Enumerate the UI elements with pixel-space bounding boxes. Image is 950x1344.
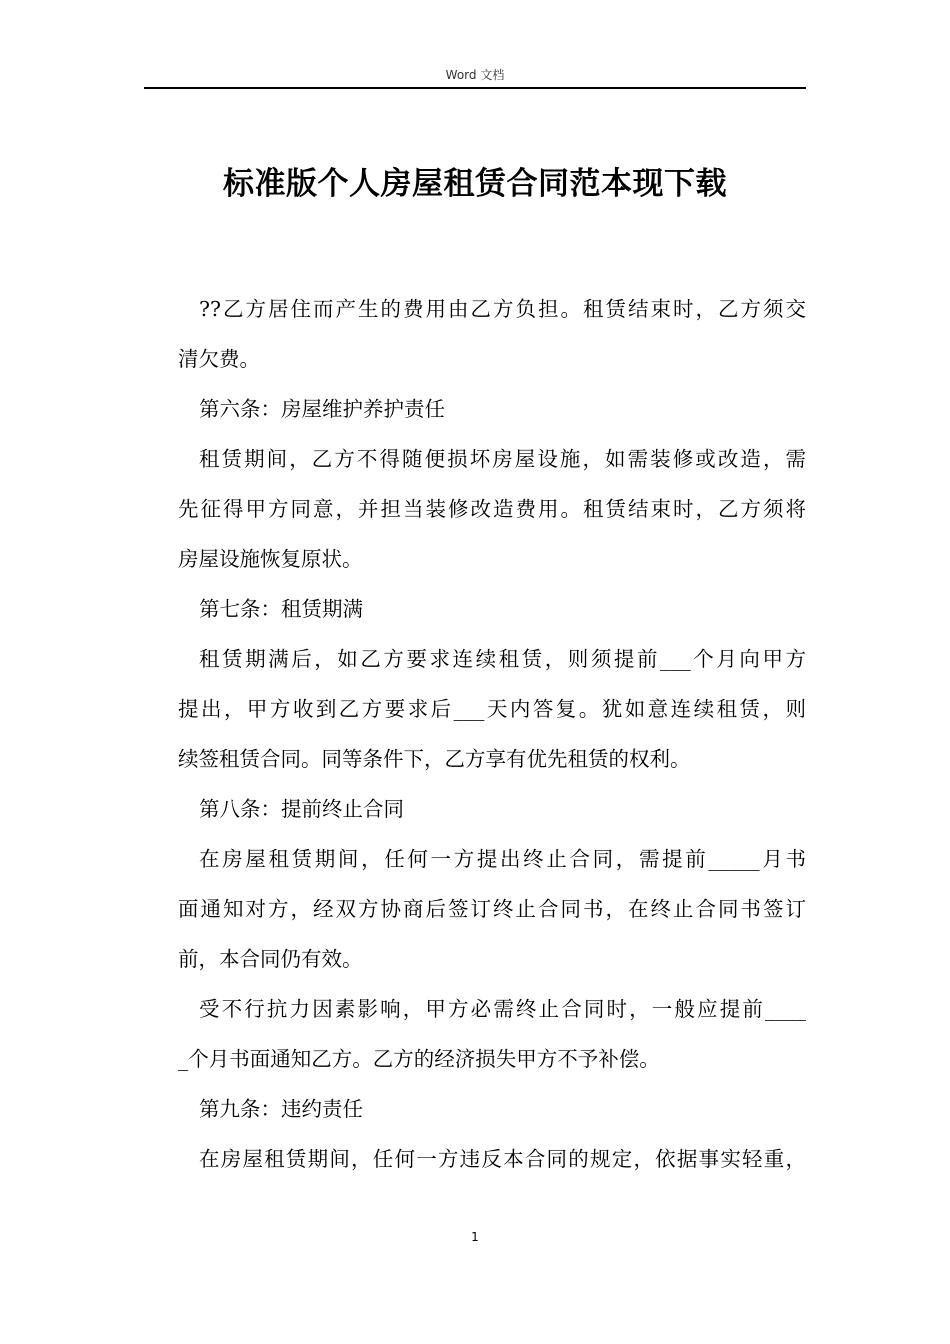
body-line: _个月书面通知乙方。乙方的经济损失甲方不予补偿。: [178, 1047, 660, 1071]
body-line: 租赁期间，乙方不得随便损坏房屋设施，如需装修或改造，需: [199, 447, 806, 471]
body-line: 续签租赁合同。同等条件下，乙方享有优先租赁的权利。: [178, 747, 691, 771]
body-line: 在房屋租赁期间，任何一方提出终止合同，需提前_____月书: [199, 847, 806, 871]
document-body: [178, 284, 806, 1184]
body-line: 房屋设施恢复原状。: [178, 547, 363, 571]
body-line: 面通知对方，经双方协商后签订终止合同书，在终止合同书签订: [178, 897, 806, 921]
body-line: 第八条：提前终止合同: [199, 797, 404, 821]
page-header: Word 文档: [445, 68, 505, 82]
body-line: 第七条：租赁期满: [199, 597, 363, 621]
header-rule: [144, 87, 806, 89]
body-line: 第九条：违约责任: [199, 1097, 363, 1121]
body-line: 先征得甲方同意，并担当装修改造费用。租赁结束时，乙方须将: [178, 497, 806, 521]
body-line: 租赁期满后，如乙方要求连续租赁，则须提前___个月向甲方: [199, 647, 806, 671]
body-line: 第六条：房屋维护养护责任: [199, 397, 445, 421]
body-line: 前，本合同仍有效。: [178, 947, 363, 971]
document-title: 标准版个人房屋租赁合同范本现下载: [223, 166, 727, 202]
body-line: ??乙方居住而产生的费用由乙方负担。租赁结束时，乙方须交: [199, 297, 806, 321]
body-line: 提出，甲方收到乙方要求后___天内答复。犹如意连续租赁，则: [178, 697, 806, 721]
page-number: 1: [471, 1230, 479, 1244]
body-line: 清欠费。: [178, 347, 260, 371]
body-line: 受不行抗力因素影响，甲方必需终止合同时，一般应提前____: [199, 997, 806, 1021]
body-line: 在房屋租赁期间，任何一方违反本合同的规定，依据事实轻重，: [199, 1147, 806, 1171]
